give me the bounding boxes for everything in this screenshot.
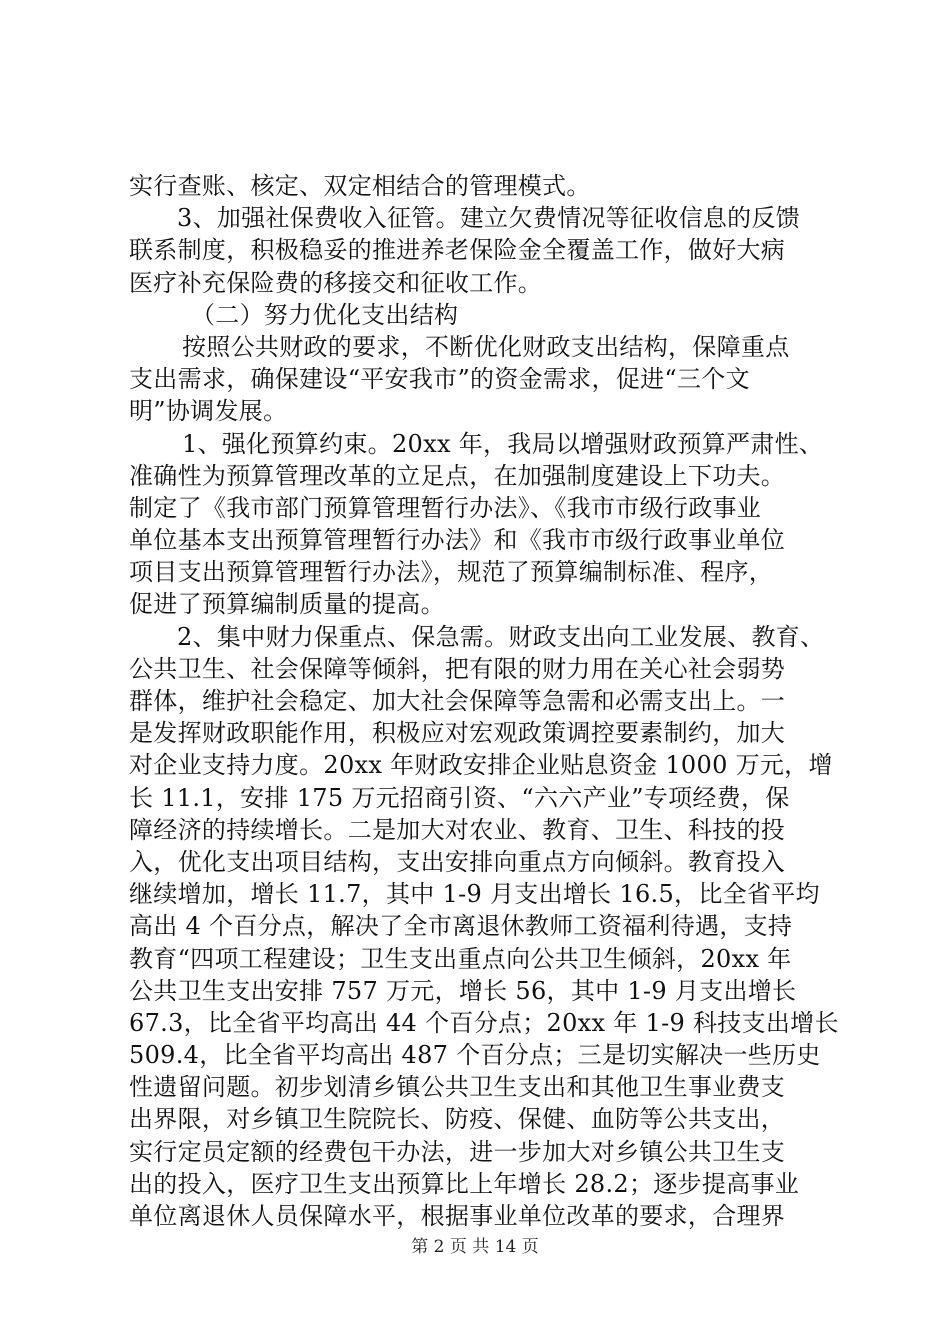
text-line: 障经济的持续增长。二是加大对农业、教育、卫生、科技的投	[129, 815, 786, 844]
page-number-footer: 第 2 页 共 14 页	[411, 1237, 539, 1257]
text-line: 促进了预算编制质量的提高。	[129, 590, 445, 619]
text-line: 公共卫生支出安排 757 万元，增长 56，其中 1-9 月支出增长	[129, 976, 797, 1005]
text-line: 单位基本支出预算管理暂行办法》和《我市市级行政事业单位	[129, 526, 786, 555]
text-line: 出的投入，医疗卫生支出预算比上年增长 28.2；逐步提高事业	[129, 1169, 800, 1198]
text-line: 实行查账、核定、双定相结合的管理模式。	[129, 172, 591, 200]
text-line: 对企业支持力度。20xx 年财政安排企业贴息资金 1000 万元，增	[129, 751, 833, 780]
text-line: 3、加强社保费收入征管。建立欠费情况等征收信息的反馈	[177, 204, 801, 233]
text-line: 制定了《我市部门预算管理暂行办法》、《我市市级行政事业	[129, 493, 762, 522]
text-line: 继续增加，增长 11.7，其中 1-9 月支出增长 16.5，比全省平均	[129, 880, 820, 909]
text-line: 准确性为预算管理改革的立足点，在加强制度建设上下功夫。	[129, 461, 786, 490]
text-line: 67.3，比全省平均高出 44 个百分点；20xx 年 1-9 科技支出增长	[129, 1008, 839, 1037]
text-line: 群体，维护社会稳定、加大社会保障等急需和必需支出上。一	[129, 687, 786, 715]
text-line: 是发挥财政职能作用，积极应对宏观政策调控要素制约，加大	[129, 719, 786, 748]
text-line: 性遗留问题。初步划清乡镇公共卫生支出和其他卫生事业费支	[129, 1073, 786, 1102]
section-heading: （二）努力优化支出结构	[191, 300, 459, 329]
text-line: 单位离退休人员保障水平，根据事业单位改革的要求，合理界	[129, 1202, 786, 1230]
text-line: 明”协调发展。	[129, 397, 288, 426]
text-line: 实行定员定额的经费包干办法，进一步加大对乡镇公共卫生支	[129, 1137, 786, 1166]
text-line: 支出需求，确保建设“平安我市”的资金需求，促进“三个文	[129, 365, 750, 394]
text-line: 509.4，比全省平均高出 487 个百分点；三是切实解决一些历史	[129, 1041, 821, 1070]
text-line: 入，优化支出项目结构，支出安排向重点方向倾斜。教育投入	[129, 847, 786, 876]
text-line: 出界限，对乡镇卫生院院长、防疫、保健、血防等公共支出，	[129, 1105, 786, 1134]
text-line: 1、强化预算约束。20xx 年，我局以增强财政预算严肃性、	[182, 429, 824, 458]
text-line: 医疗补充保险费的移接交和征收工作。	[129, 268, 543, 297]
document-body	[129, 170, 839, 1232]
text-line: 项目支出预算管理暂行办法》，规范了预算编制标准、程序，	[129, 558, 774, 587]
text-line: 2、集中财力保重点、保急需。财政支出向工业发展、教育、	[177, 622, 825, 651]
text-line: 联系制度，积极稳妥的推进养老保险金全覆盖工作，做好大病	[129, 236, 786, 265]
text-line: 按照公共财政的要求，不断优化财政支出结构，保障重点	[182, 332, 790, 361]
text-line: 高出 4 个百分点，解决了全市离退休教师工资福利待遇，支持	[129, 912, 793, 941]
text-line: 长 11.1，安排 175 万元招商引资、“六六产业”专项经费，保	[129, 783, 790, 812]
text-line: 教育“四项工程建设；卫生支出重点向公共卫生倾斜，20xx 年	[129, 944, 792, 973]
text-line: 公共卫生、社会保障等倾斜，把有限的财力用在关心社会弱势	[129, 654, 786, 683]
